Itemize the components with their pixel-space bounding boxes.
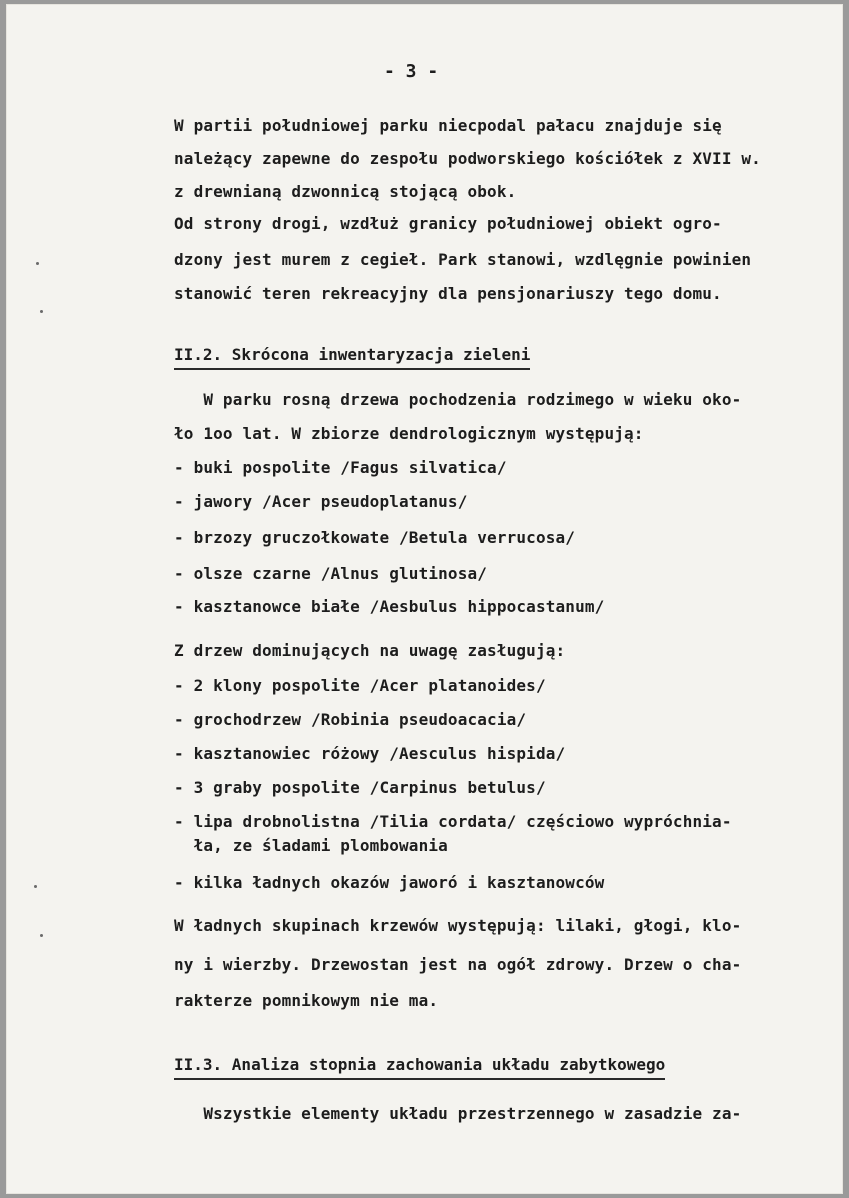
list-item: - kasztanowce białe /Aesbulus hippocastanum/	[174, 597, 605, 616]
margin-mark	[40, 934, 43, 937]
margin-mark	[36, 262, 39, 265]
section-heading: II.2. Skrócona inwentaryzacja zieleni	[174, 345, 530, 370]
text-line: ny i wierzby. Drzewostan jest na ogół zdrowy. Drzew o cha-	[174, 955, 742, 974]
text-line: Z drzew dominujących na uwagę zasługują:	[174, 641, 566, 660]
text-line: Wszystkie elementy układu przestrzennego w zasadzie za-	[174, 1104, 742, 1123]
text-line: W ładnych skupinach krzewów występują: lilaki, głogi, klo-	[174, 916, 742, 935]
text-line: należący zapewne do zespołu podworskiego kościółek z XVII w.	[174, 149, 761, 168]
list-item: - olsze czarne /Alnus glutinosa/	[174, 564, 488, 583]
list-item: - 3 graby pospolite /Carpinus betulus/	[174, 778, 546, 797]
text-line: Od strony drogi, wzdłuż granicy południowej obiekt ogro-	[174, 214, 722, 233]
text-line: W parku rosną drzewa pochodzenia rodzimego w wieku oko-	[174, 390, 742, 409]
list-item: - jawory /Acer pseudoplatanus/	[174, 492, 468, 511]
text-line: rakterze pomnikowym nie ma.	[174, 991, 439, 1010]
list-item: - kasztanowiec różowy /Aesculus hispida/	[174, 744, 566, 763]
margin-mark	[34, 885, 37, 888]
text-line: stanowić teren rekreacyjny dla pensjonariuszy tego domu.	[174, 284, 722, 303]
list-item: - 2 klony pospolite /Acer platanoides/	[174, 676, 546, 695]
text-line: z drewnianą dzwonnicą stojącą obok.	[174, 182, 517, 201]
margin-mark	[40, 310, 43, 313]
list-item: - lipa drobnolistna /Tilia cordata/ częściowo wypróchnia-	[174, 812, 732, 831]
text-line: dzony jest murem z cegieł. Park stanowi, wzdlęgnie powinien	[174, 250, 752, 269]
section-heading: II.3. Analiza stopnia zachowania układu zabytkowego	[174, 1055, 665, 1080]
page-number: - 3 -	[384, 61, 439, 82]
list-item: - buki pospolite /Fagus silvatica/	[174, 458, 507, 477]
list-item: - grochodrzew /Robinia pseudoacacia/	[174, 710, 527, 729]
text-line: W partii południowej parku niecpodal pałacu znajduje się	[174, 116, 722, 135]
list-item-continuation: ła, ze śladami plombowania	[174, 836, 448, 855]
text-line: ło 1oo lat. W zbiorze dendrologicznym występują:	[174, 424, 644, 443]
list-item: - brzozy gruczołkowate /Betula verrucosa/	[174, 528, 576, 547]
list-item: - kilka ładnych okazów jaworó i kasztanowców	[174, 873, 605, 892]
